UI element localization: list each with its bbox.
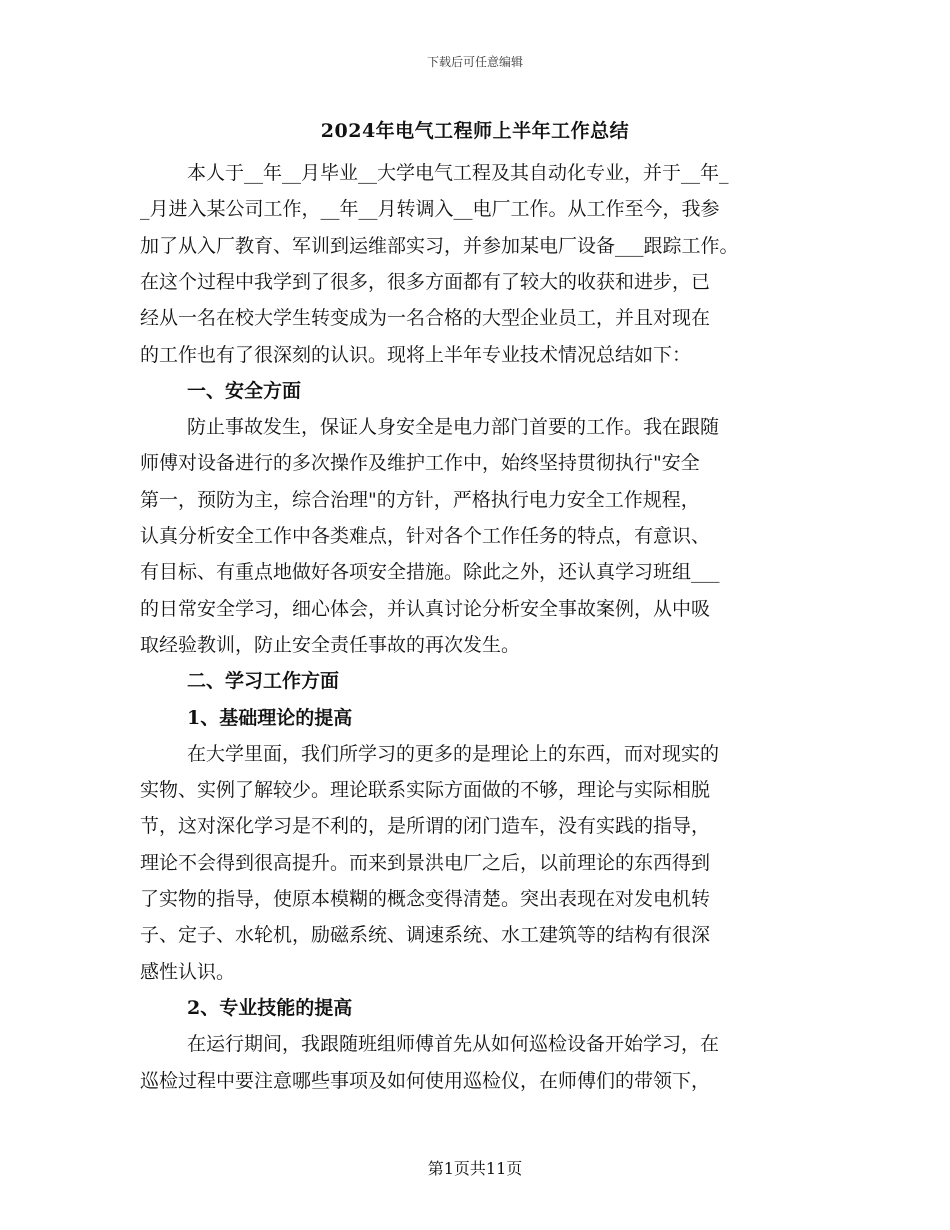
paragraph-line: 子、定子、水轮机，励磁系统、调速系统、水工建筑等的结构有很深 xyxy=(140,924,711,947)
paragraph-line: 加了从入厂教育、军训到运维部实习，并参加某电厂设备___跟踪工作。 xyxy=(140,234,739,257)
page-number: 第1页共11页 xyxy=(427,1159,523,1178)
paragraph-line: 取经验教训，防止安全责任事故的再次发生。 xyxy=(140,633,521,656)
section-heading: 2、专业技能的提高 xyxy=(187,996,353,1019)
paragraph-line: 防止事故发生，保证人身安全是电力部门首要的工作。我在跟随 xyxy=(187,416,720,439)
paragraph-line: 经从一名在校大学生转变成为一名合格的大型企业员工，并且对现在 xyxy=(140,307,711,330)
paragraph-line: 实物、实例了解较少。理论联系实际方面做的不够，理论与实际相脱 xyxy=(140,779,711,802)
paragraph-line: 在大学里面，我们所学习的更多的是理论上的东西，而对现实的 xyxy=(187,742,720,765)
paragraph-line: 的工作也有了很深刻的认识。现将上半年专业技术情况总结如下： xyxy=(140,343,692,366)
paragraph-line: 理论不会得到很高提升。而来到景洪电厂之后，以前理论的东西得到 xyxy=(140,851,711,874)
paragraph-line: 节，这对深化学习是不利的，是所谓的闭门造车，没有实践的指导， xyxy=(140,815,711,838)
paragraph-line: 本人于__年__月毕业__大学电气工程及其自动化专业，并于__年_ xyxy=(187,162,729,184)
paragraph-line: 的日常安全学习，细心体会，并认真讨论分析安全事故案例，从中吸 xyxy=(140,597,711,620)
section-heading: 一、安全方面 xyxy=(187,379,302,402)
paragraph-line: 师傅对设备进行的多次操作及维护工作中，始终坚持贯彻执行"安全 xyxy=(140,452,700,475)
paragraph-line: 在运行期间，我跟随班组师傅首先从如何巡检设备开始学习，在 xyxy=(187,1033,720,1056)
page-header-note: 下载后可任意编辑 xyxy=(426,55,523,69)
paragraph-line: _月进入某公司工作，__年__月转调入__电厂工作。从工作至今，我参 xyxy=(140,198,720,221)
paragraph-line: 第一，预防为主，综合治理"的方针，严格执行电力安全工作规程， xyxy=(140,488,700,511)
paragraph-line: 认真分析安全工作中各类难点，针对各个工作任务的特点，有意识、 xyxy=(140,525,711,547)
paragraph-line: 了实物的指导，使原本模糊的概念变得清楚。突出表现在对发电机转 xyxy=(140,888,711,910)
paragraph-line: 有目标、有重点地做好各项安全措施。除此之外，还认真学习班组___ xyxy=(140,561,720,584)
paragraph-line: 感性认识。 xyxy=(140,960,236,983)
paragraph-line: 在这个过程中我学到了很多，很多方面都有了较大的收获和进步，已 xyxy=(140,270,711,293)
paragraph-line: 巡检过程中要注意哪些事项及如何使用巡检仪，在师傅们的带领下， xyxy=(140,1069,711,1092)
section-heading: 1、基础理论的提高 xyxy=(187,706,353,729)
document-title: 2024年电气工程师上半年工作总结 xyxy=(320,120,630,142)
section-heading: 二、学习工作方面 xyxy=(187,670,340,693)
